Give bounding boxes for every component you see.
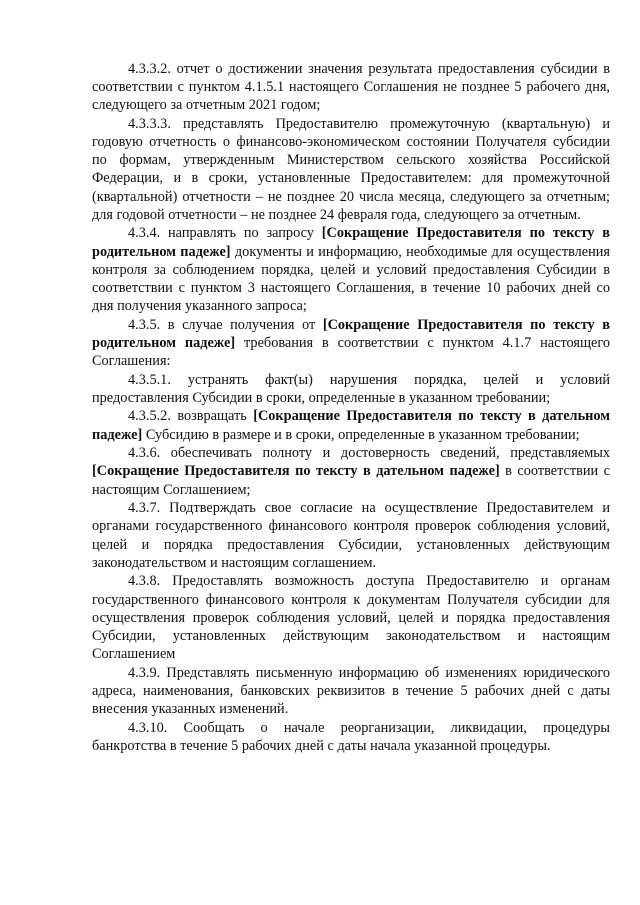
paragraph-4-3-10 <box>92 719 610 755</box>
paragraph-4-3-4 <box>92 224 610 315</box>
paragraph-text: 4.3.3.2. отчет о достижении значения результата предоставления субсидии в соответствии с пунктом 4.1.5.1 настоящего Соглашения не позднее 5 рабочего дня, следующего за отчетным 2021 годом; <box>92 61 610 114</box>
placeholder-text: [Сокращение Предоставителя по тексту в родительном падеже] <box>92 316 610 351</box>
paragraph-text: 4.3.5. в случае получения от <box>128 316 323 333</box>
paragraph-text: Субсидию в размере и в сроки, определенные в указанном требовании; <box>142 426 580 443</box>
paragraph-text: 4.3.9. Представлять письменную информацию об изменениях юридического адреса, наименования, банковских реквизитов в течение 5 рабочих дней с даты внесения указанных изменений. <box>92 664 610 717</box>
paragraph-4-3-9 <box>92 664 610 718</box>
placeholder-text: [Сокращение Предоставителя по тексту в дательном падеже] <box>92 408 610 443</box>
paragraph-4-3-7 <box>92 499 610 572</box>
paragraph-4-3-6 <box>92 444 610 498</box>
paragraph-text: 4.3.5.1. устранять факт(ы) нарушения порядка, целей и условий предоставления Субсидии в сроки, определенные в указанном требовании; <box>92 371 610 406</box>
paragraph-4-3-3-3 <box>92 115 610 224</box>
paragraph-text: 4.3.7. Подтверждать свое согласие на осуществление Предоставителем и органами государственного финансового контроля проверок соблюдения условий, целей и порядка предоставления Субсидии, установленных действующим законодательством и настоящим соглашением. <box>92 500 610 571</box>
paragraph-4-3-8 <box>92 572 610 663</box>
paragraph-4-3-5 <box>92 316 610 370</box>
paragraph-text: 4.3.4. направлять по запросу <box>128 225 322 242</box>
paragraph-4-3-5-2 <box>92 407 610 443</box>
placeholder-text: [Сокращение Предоставителя по тексту в родительном падеже] <box>92 225 610 260</box>
paragraph-text: 4.3.5.2. возвращать <box>128 408 254 425</box>
paragraph-text: требования в соответствии с пунктом 4.1.7 настоящего Соглашения: <box>92 334 610 369</box>
paragraph-text: 4.3.3.3. представлять Предоставителю промежуточную (квартальную) и годовую отчетность о финансово-экономическом состоянии Получателя субсидии по формам, утвержденным Министерством сельского хозяйства Российской Федерации, и в сроки, установленные Предоставителем: для промежуточной (квартальной) отчетности – не позднее 20 числа месяца, следующего за отчетным; для годовой отчетности – не позднее 24 февраля года, следующего за отчетным. <box>92 115 610 223</box>
paragraph-text: 4.3.10. Сообщать о начале реорганизации, ликвидации, процедуры банкротства в течение 5 рабочих дней с даты начала указанной процедуры. <box>92 719 610 754</box>
paragraph-text: документы и информацию, необходимые для осуществления контроля за соблюдением порядка, целей и условий предоставления Субсидии в соответствии с пунктом 3 настоящего Соглашения, в течение 10 рабочих дней со дня получения указанного запроса; <box>92 243 610 315</box>
placeholder-text: [Сокращение Предоставителя по тексту в дательном падеже] <box>92 463 500 480</box>
document-page <box>92 60 610 755</box>
paragraph-4-3-3-2 <box>92 60 610 114</box>
paragraph-text: в соответствии с настоящим Соглашением; <box>92 463 610 498</box>
paragraph-4-3-5-1 <box>92 371 610 407</box>
paragraph-text: 4.3.6. обеспечивать полноту и достоверность сведений, представляемых <box>128 445 610 462</box>
paragraph-text: 4.3.8. Предоставлять возможность доступа Предоставителю и органам государственного финансового контроля к документам Получателя субсидии для осуществления проверок соблюдения условий, целей и порядка предоставления Субсидии, установленных действующим законодательством и настоящим Соглашением <box>92 573 610 662</box>
